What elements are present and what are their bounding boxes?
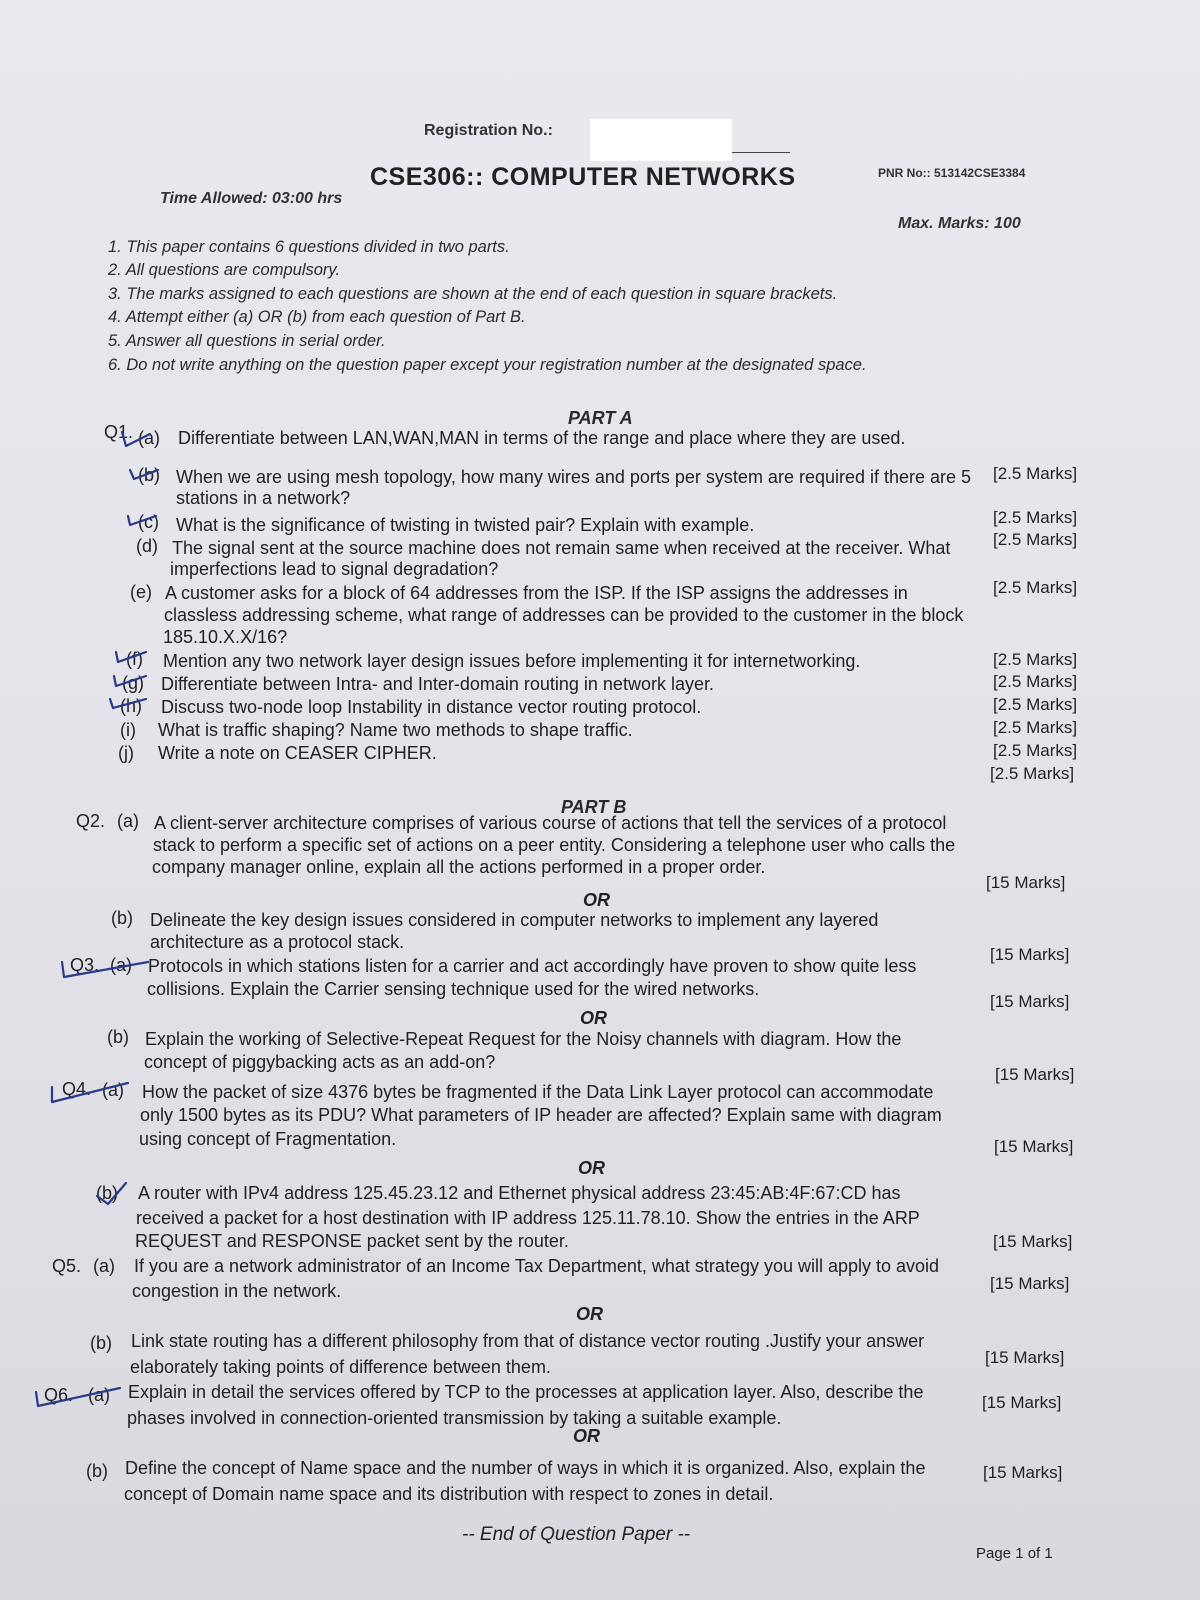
instruction-3: 3. The marks assigned to each questions are shown at the end of each question in square brackets. xyxy=(108,285,838,303)
q3a-label: (a) xyxy=(110,955,132,975)
q1f-label: (f) xyxy=(126,649,143,669)
q1d-marks: [2.5 Marks] xyxy=(993,578,1078,597)
q6a-text-2: phases involved in connection-oriented transmission by taking a suitable example. xyxy=(127,1408,782,1428)
q2-number: Q2. xyxy=(76,811,106,831)
q2a-text-2: stack to perform a specific set of actions on a peer entity. Considering a telephone user who calls the xyxy=(153,835,956,855)
q1a-marks: [2.5 Marks] xyxy=(993,464,1078,483)
q5a-text-1: If you are a network administrator of an Income Tax Department, what strategy you will apply to avoid xyxy=(134,1256,940,1276)
q4a-text-3: using concept of Fragmentation. xyxy=(139,1129,397,1149)
q4b-text-2: received a packet for a host destination with IP address 125.11.78.10. Show the entries in the ARP xyxy=(136,1208,920,1228)
q5b-marks: [15 Marks] xyxy=(985,1348,1065,1367)
q1d-text-1: The signal sent at the source machine does not remain same when received at the receiver. What xyxy=(172,538,951,558)
q1b-marks: [2.5 Marks] xyxy=(993,508,1078,527)
pnr-number: PNR No:: 513142CSE3384 xyxy=(878,166,1026,180)
q3-number: Q3. xyxy=(70,955,100,975)
q1g-marks: [2.5 Marks] xyxy=(993,695,1078,714)
q4-number: Q4. xyxy=(62,1079,92,1099)
q6a-text-1: Explain in detail the services offered by TCP to the processes at application layer. Also, describe the xyxy=(128,1382,924,1402)
q1e-marks: [2.5 Marks] xyxy=(993,650,1078,669)
q1c-label: (c) xyxy=(138,512,159,532)
q1j-label: (j) xyxy=(118,743,134,763)
q3b-marks: [15 Marks] xyxy=(995,1065,1075,1084)
q3b-text-2: concept of piggybacking acts as an add-on? xyxy=(144,1052,496,1072)
q1h-text: Discuss two-node loop Instability in distance vector routing protocol. xyxy=(161,697,702,717)
q3a-text-1: Protocols in which stations listen for a carrier and act accordingly have proven to show quite less xyxy=(148,956,917,976)
registration-redaction xyxy=(590,119,732,161)
q1j-marks: [2.5 Marks] xyxy=(990,764,1075,783)
q1a-text: Differentiate between LAN,WAN,MAN in terms of the range and place where they are used. xyxy=(178,428,906,448)
q4a-label: (a) xyxy=(102,1080,124,1100)
instruction-6: 6. Do not write anything on the question paper except your registration number at the designated space. xyxy=(108,356,867,374)
q1h-label: (h) xyxy=(120,696,142,716)
q1d-label: (d) xyxy=(136,536,158,556)
q6b-marks: [15 Marks] xyxy=(983,1463,1063,1482)
q6-number: Q6. xyxy=(44,1385,74,1405)
q4a-text-1: How the packet of size 4376 bytes be fragmented if the Data Link Layer protocol can accommodate xyxy=(142,1082,934,1102)
instruction-1: 1. This paper contains 6 questions divided in two parts. xyxy=(108,238,510,256)
q5a-marks: [15 Marks] xyxy=(990,1274,1070,1293)
q6b-text-1: Define the concept of Name space and the number of ways in which it is organized. Also, explain the xyxy=(125,1458,926,1478)
q1f-text: Mention any two network layer design issues before implementing it for internetworking. xyxy=(163,651,861,671)
q1e-label: (e) xyxy=(130,582,152,602)
q5b-text-1: Link state routing has a different philosophy from that of distance vector routing .Justify your answer xyxy=(131,1331,925,1351)
q4b-label: (b) xyxy=(96,1183,118,1203)
instruction-5: 5. Answer all questions in serial order. xyxy=(108,332,386,350)
time-allowed: Time Allowed: 03:00 hrs xyxy=(160,190,343,207)
q1e-text-3: 185.10.X.X/16? xyxy=(163,627,288,647)
q3-or: OR xyxy=(580,1008,607,1028)
q3a-text-2: collisions. Explain the Carrier sensing technique used for the wired networks. xyxy=(147,979,760,999)
q1-number: Q1. xyxy=(104,422,134,442)
q1i-label: (i) xyxy=(120,720,136,740)
q6b-text-2: concept of Domain name space and its distribution with respect to zones in detail. xyxy=(124,1484,774,1504)
end-of-paper: -- End of Question Paper -- xyxy=(462,1524,691,1545)
q2a-label: (a) xyxy=(117,811,139,831)
instruction-4: 4. Attempt either (a) OR (b) from each question of Part B. xyxy=(108,308,526,326)
q1b-text-1: When we are using mesh topology, how many wires and ports per system are required if there are 5 xyxy=(176,467,972,487)
q2b-text-1: Delineate the key design issues considered in computer networks to implement any layered xyxy=(150,910,879,930)
q1d-text-2: imperfections lead to signal degradation? xyxy=(170,559,499,579)
q2a-text-3: company manager online, explain all the actions performed in a proper order. xyxy=(152,857,766,877)
q1g-label: (g) xyxy=(122,673,144,693)
q1e-text-1: A customer asks for a block of 64 addresses from the ISP. If the ISP assigns the addresses in xyxy=(165,583,908,603)
registration-label: Registration No.: xyxy=(424,122,553,139)
part-b-heading: PART B xyxy=(561,797,627,817)
q4-or: OR xyxy=(578,1158,605,1178)
q4b-text-3: REQUEST and RESPONSE packet sent by the router. xyxy=(135,1231,569,1251)
q1b-label: (b) xyxy=(138,465,160,485)
q1b-text-2: stations in a network? xyxy=(176,488,351,508)
q1h-marks: [2.5 Marks] xyxy=(993,718,1078,737)
q5-number: Q5. xyxy=(52,1256,82,1276)
q5a-text-2: congestion in the network. xyxy=(132,1281,342,1301)
q2a-text-1: A client-server architecture comprises of various course of actions that tell the services of a protocol xyxy=(154,813,947,833)
q1c-marks: [2.5 Marks] xyxy=(993,530,1078,549)
q1g-text: Differentiate between Intra- and Inter-domain routing in network layer. xyxy=(161,674,714,694)
q2a-marks: [15 Marks] xyxy=(986,873,1066,892)
q2b-marks: [15 Marks] xyxy=(990,945,1070,964)
q1e-text-2: classless addressing scheme, what range of addresses can be provided to the customer in the block xyxy=(164,605,964,625)
page-number: Page 1 of 1 xyxy=(976,1545,1053,1562)
q6a-label: (a) xyxy=(88,1385,110,1405)
q3a-marks: [15 Marks] xyxy=(990,992,1070,1011)
part-a-heading: PART A xyxy=(568,408,633,428)
q2-or: OR xyxy=(583,890,610,910)
q2b-text-2: architecture as a protocol stack. xyxy=(150,932,405,952)
q6-or: OR xyxy=(573,1426,600,1446)
instruction-2: 2. All questions are compulsory. xyxy=(108,261,341,279)
q1f-marks: [2.5 Marks] xyxy=(993,672,1078,691)
q6a-marks: [15 Marks] xyxy=(982,1393,1062,1412)
q4a-marks: [15 Marks] xyxy=(994,1137,1074,1156)
q5b-text-2: elaborately taking points of difference between them. xyxy=(130,1357,551,1377)
q1i-marks: [2.5 Marks] xyxy=(993,741,1078,760)
paper-title: CSE306:: COMPUTER NETWORKS xyxy=(370,163,796,191)
q4a-text-2: only 1500 bytes as its PDU? What parameters of IP header are affected? Explain same with diagram xyxy=(140,1105,942,1125)
q4b-marks: [15 Marks] xyxy=(993,1232,1073,1251)
q1i-text: What is traffic shaping? Name two methods to shape traffic. xyxy=(158,720,633,740)
max-marks: Max. Marks: 100 xyxy=(898,215,1021,232)
q5b-label: (b) xyxy=(90,1333,112,1353)
q1j-text: Write a note on CEASER CIPHER. xyxy=(158,743,437,763)
q4b-text-1: A router with IPv4 address 125.45.23.12 and Ethernet physical address 23:45:AB:4F:67:CD has xyxy=(138,1183,901,1203)
q2b-label: (b) xyxy=(111,908,133,928)
q1c-text: What is the significance of twisting in twisted pair? Explain with example. xyxy=(176,515,755,535)
q1a-label: (a) xyxy=(138,428,160,448)
q3b-text-1: Explain the working of Selective-Repeat Request for the Noisy channels with diagram. How the xyxy=(145,1029,902,1049)
q5a-label: (a) xyxy=(93,1256,115,1276)
q6b-label: (b) xyxy=(86,1461,108,1481)
registration-underline xyxy=(732,152,790,153)
q5-or: OR xyxy=(576,1304,603,1324)
q3b-label: (b) xyxy=(107,1027,129,1047)
